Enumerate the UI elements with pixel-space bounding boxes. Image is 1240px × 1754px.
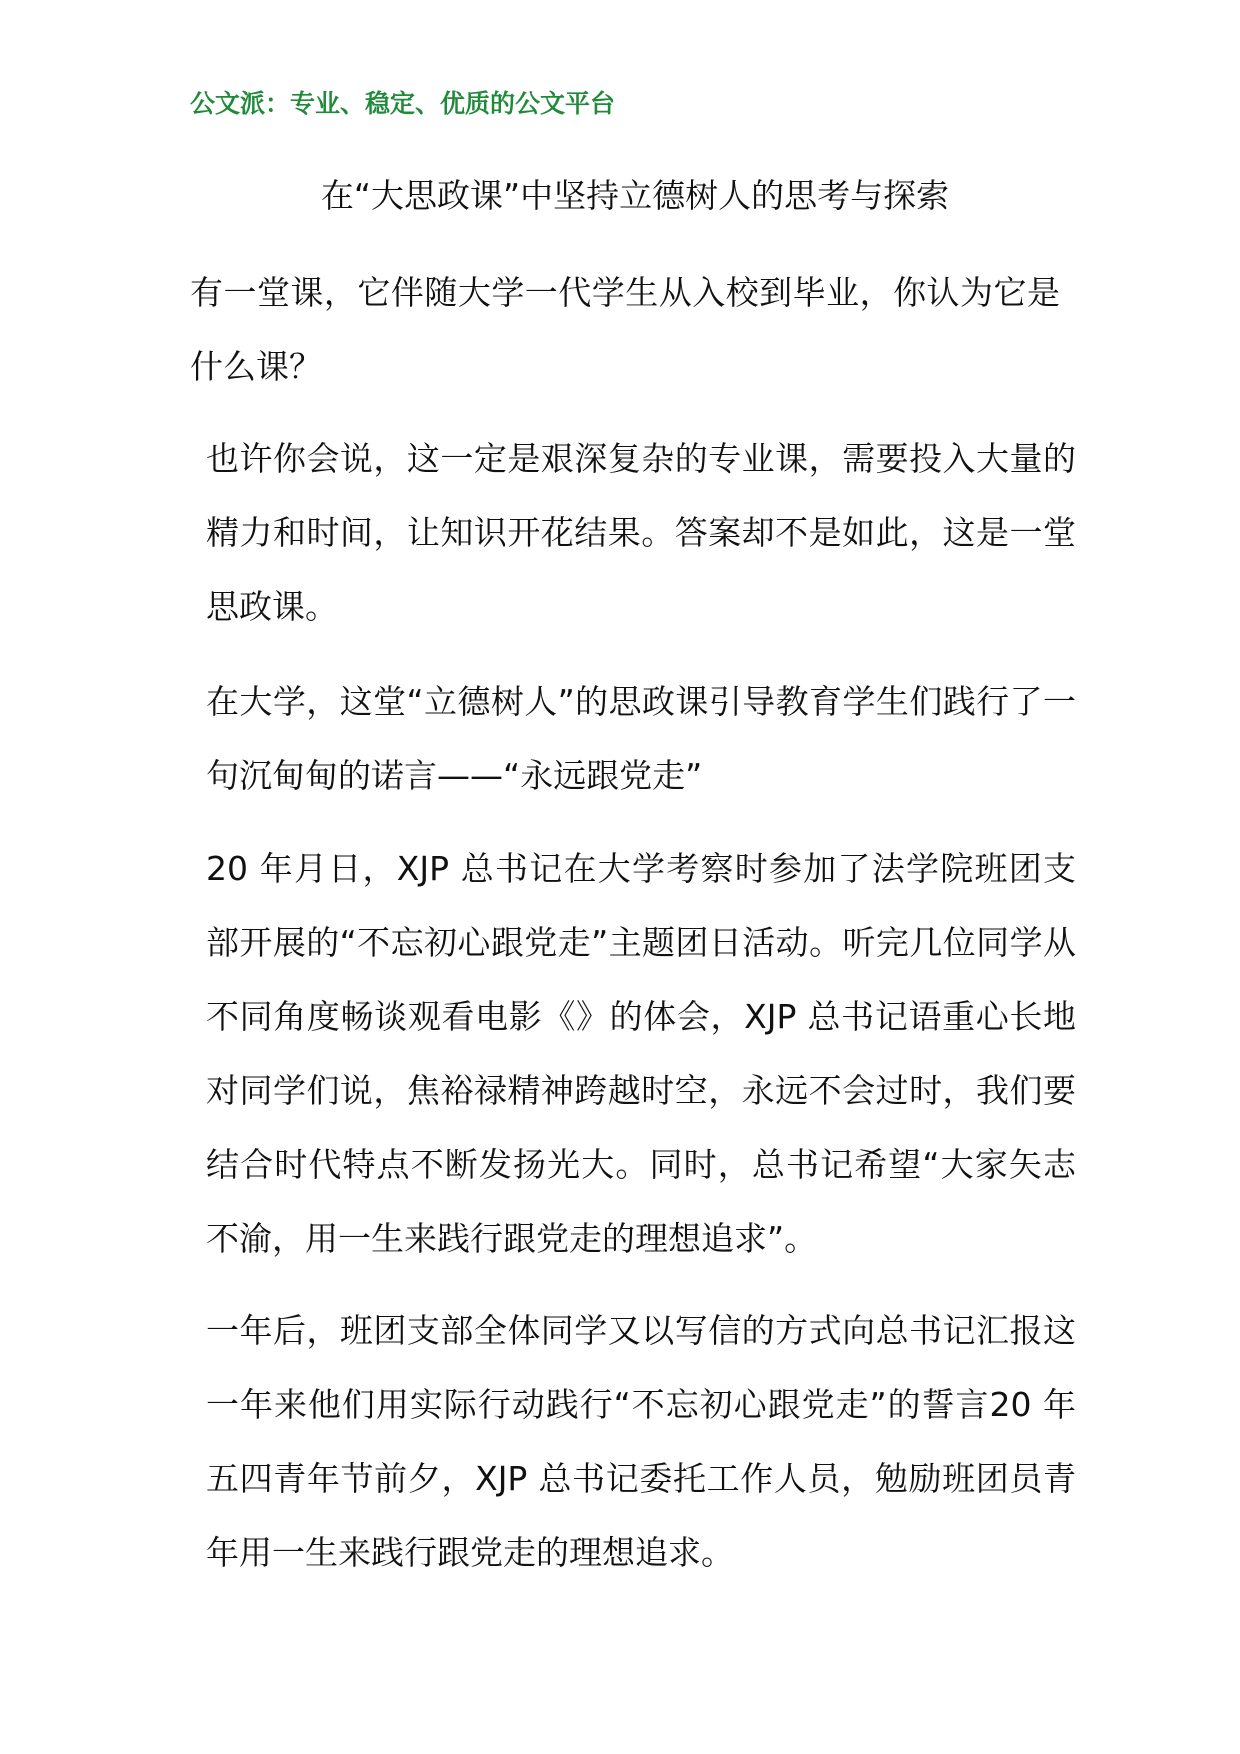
document-title: 在“大思政课”中坚持立德树人的思考与探索: [320, 176, 950, 215]
paragraph-2: 也许你会说，这一定是艰深复杂的专业课，需要投入大量的精力和时间，让知识开花结果。答案却不是如此，这是一堂思政课。: [206, 439, 1076, 626]
paragraph-3: 在大学，这堂“立德树人”的思政课引导教育学生们践行了一句沉甸甸的诺言——“永远跟党走”: [206, 682, 1076, 795]
paragraph-1: 有一堂课，它伴随大学一代学生从入校到毕业，你认为它是什么课？: [190, 273, 1060, 386]
paragraph-4: 20 年月日，XJP 总书记在大学考察时参加了法学院班团支部开展的“不忘初心跟党走”主题团日活动。听完几位同学从不同角度畅谈观看电影《》的体会，XJP 总书记语重心长地对同学们说，焦裕禄精神跨越时空，永远不会过时，我们要结合时代特点不断发扬光大。同时，总书记希望“大家矢志不渝，用一生来践行跟党走的理想追求”。: [206, 849, 1076, 1258]
site-header-banner: 公文派：专业、稳定、优质的公文平台: [190, 89, 616, 118]
paragraph-5: 一年后，班团支部全体同学又以写信的方式向总书记汇报这一年来他们用实际行动践行“不忘初心跟党走”的誓言20 年五四青年节前夕，XJP 总书记委托工作人员，勉励班团员青年用一生来践行跟党走的理想追求。: [206, 1311, 1076, 1572]
